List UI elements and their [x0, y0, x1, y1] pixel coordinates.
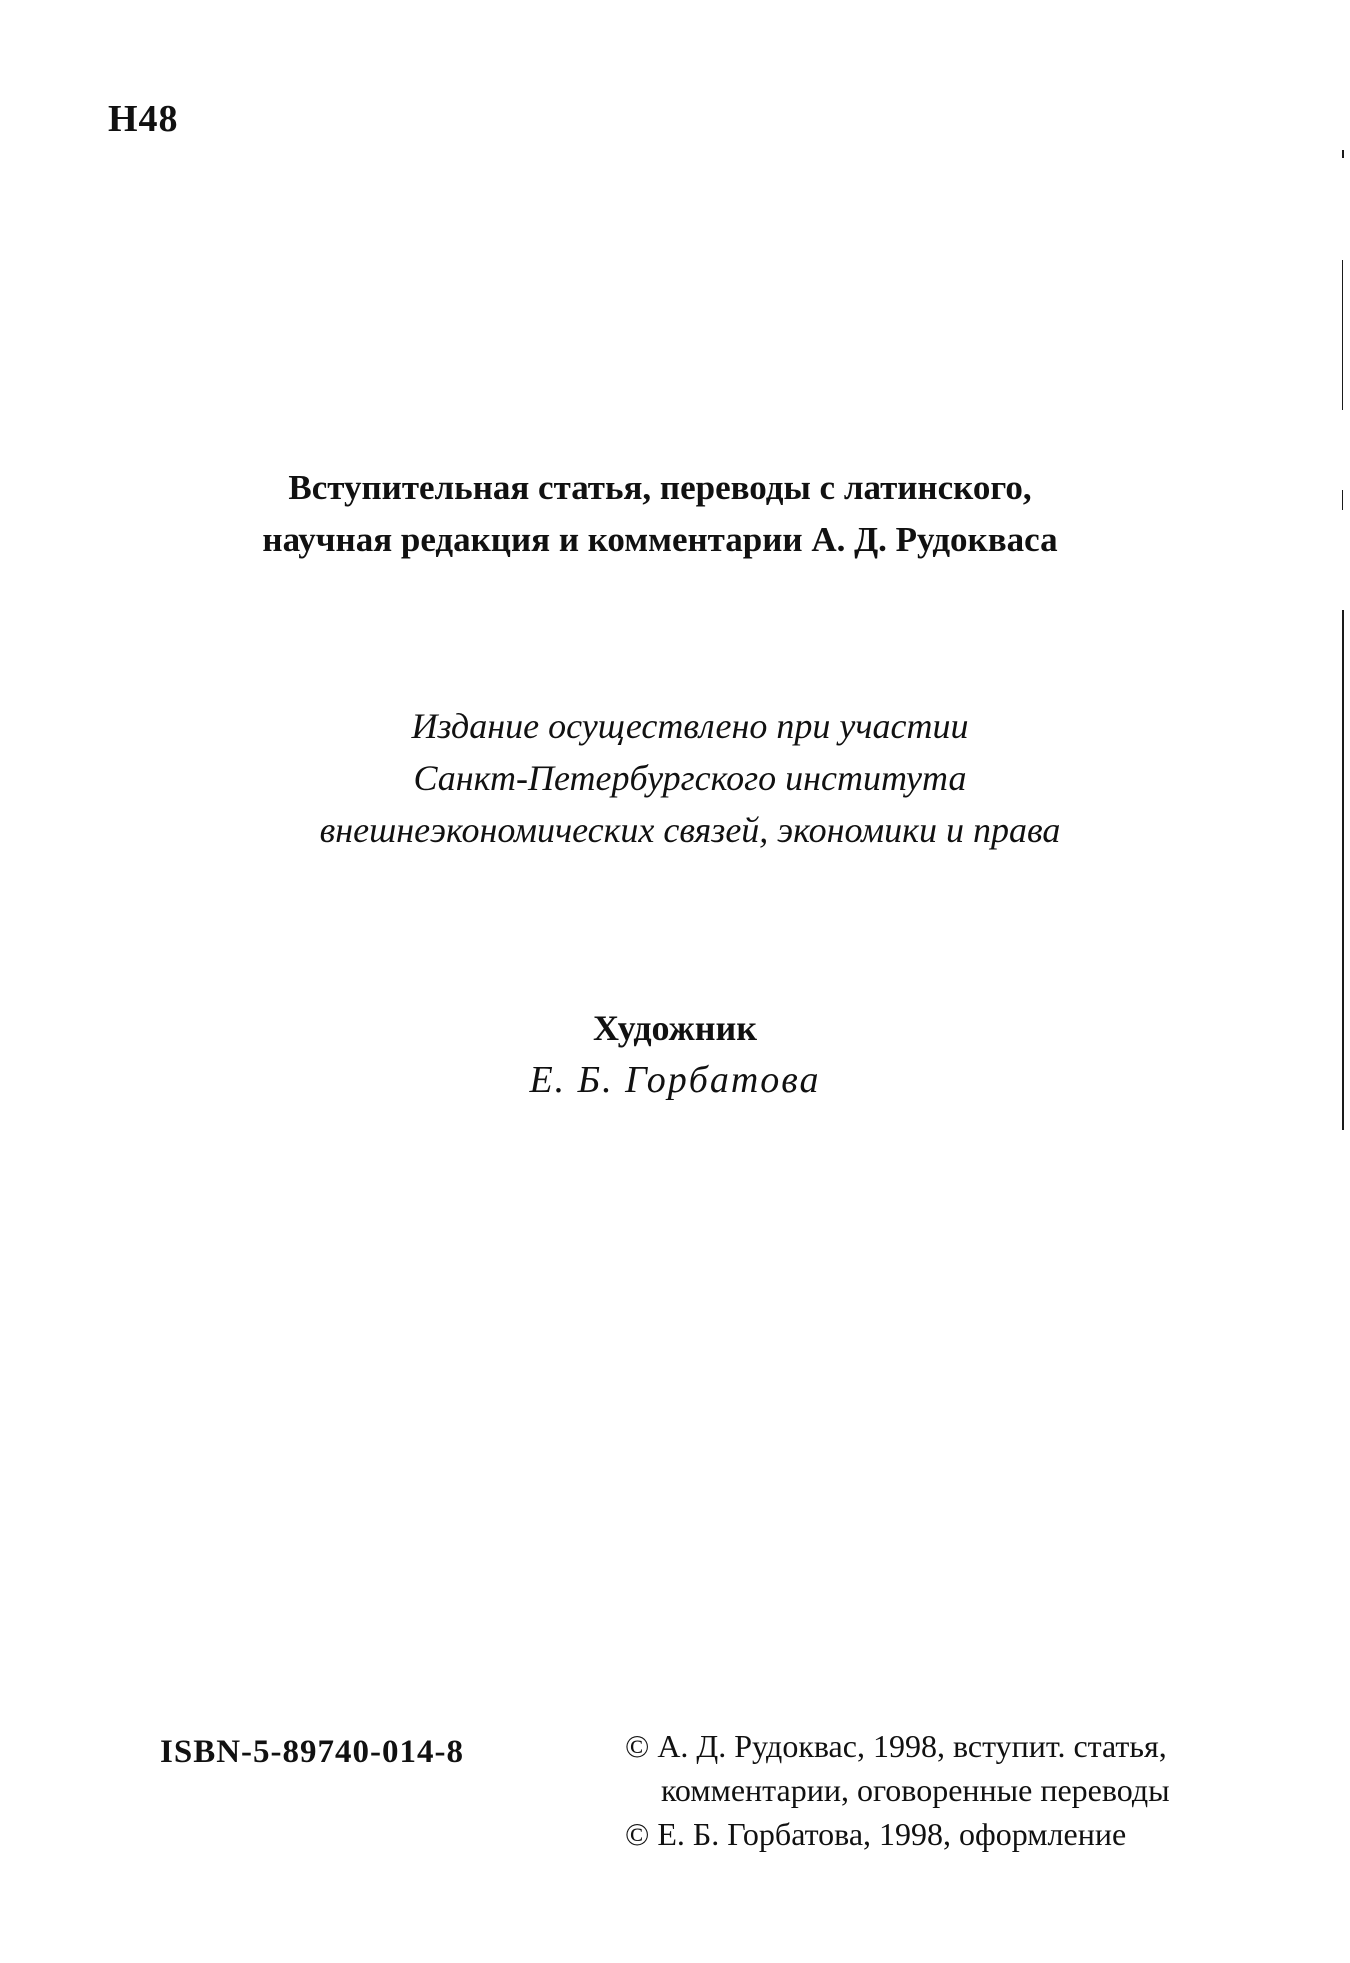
credits-line: Вступительная статья, переводы с латинского,: [288, 468, 1032, 507]
copyright-line: комментарии, оговоренные переводы: [661, 1772, 1170, 1808]
sponsor-line: внешнеэкономических связей, экономики и права: [319, 810, 1061, 850]
artist-title: Художник: [592, 1008, 757, 1048]
copyright-line: © А. Д. Рудоквас, 1998, вступит. статья,: [625, 1728, 1167, 1764]
translation-credits: [200, 462, 1120, 566]
isbn: ISBN-5-89740-014-8: [160, 1734, 464, 1770]
credits-line: научная редакция и комментарии А. Д. Рудокваса: [262, 520, 1058, 559]
sponsor-note: [200, 700, 1180, 856]
library-code: Н48: [108, 98, 179, 140]
copyright-block: [625, 1724, 1325, 1856]
sponsor-line: Издание осуществлено при участии: [411, 706, 969, 746]
copyright-line: © Е. Б. Горбатова, 1998, оформление: [625, 1816, 1127, 1852]
binding-edge-shadow: [1336, 90, 1350, 1010]
artist-name: Е. Б. Горбатова: [529, 1059, 821, 1101]
artist-block: [280, 1002, 1070, 1106]
sponsor-line: Санкт-Петербургского института: [413, 758, 967, 798]
